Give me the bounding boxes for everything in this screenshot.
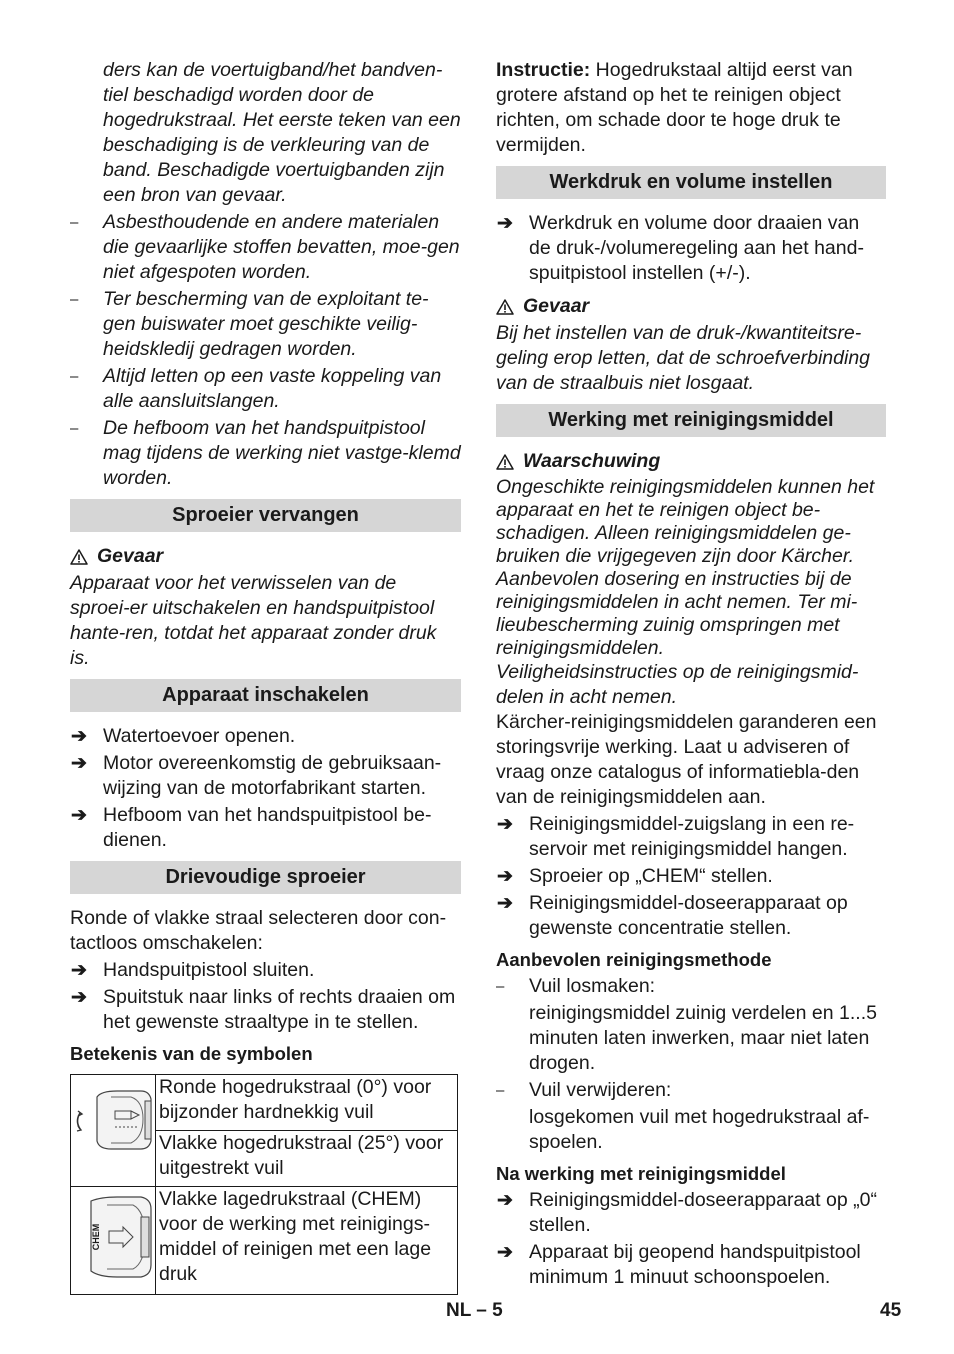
nozzle-rotate-icon bbox=[71, 1075, 156, 1187]
arrow-right-icon: ➔ bbox=[497, 866, 513, 887]
list-item: ➔ Motor overeenkomstig de gebruiksaan-wijzing van de motorfabrikant starten. bbox=[71, 752, 442, 799]
warning-title: Waarschuwing bbox=[496, 449, 886, 474]
list-item: ➔ Reinigingsmiddel-doseerapparaat op „0“ stellen. bbox=[497, 1189, 877, 1236]
list-item: – Asbesthoudende en andere materialen die gevaarlijke stoffen bevatten, moe-gen niet afgespoten worden. bbox=[70, 211, 460, 283]
arrow-right-icon: ➔ bbox=[71, 726, 87, 747]
symbols-heading: Betekenis van de symbolen bbox=[70, 1043, 313, 1064]
arrow-right-icon: ➔ bbox=[497, 1190, 513, 1211]
dash-marker: – bbox=[496, 1082, 505, 1099]
list-item: – Vuil verwijderen: bbox=[496, 1079, 672, 1101]
list-item: ➔ Watertoevoer openen. bbox=[71, 725, 296, 747]
symbol-description: Ronde hogedrukstraal (0°) voor bijzonder hardnekkig vuil bbox=[156, 1075, 458, 1131]
method-detail: reinigingsmiddel zuinig verdelen en 1...5 minuten laten inwerken, maar niet laten drogen. bbox=[529, 1002, 877, 1074]
body-paragraph: Kärcher-reinigingsmiddelen garanderen een storingsvrije werking. Laat u adviseren of vraag onze catalogus of informatiebla-den van de reinigingsmiddelen aan. bbox=[496, 711, 877, 808]
instruction-label: Instructie: bbox=[496, 59, 591, 81]
arrow-right-icon: ➔ bbox=[497, 1242, 513, 1263]
warning-triangle-icon bbox=[496, 299, 514, 315]
warning-text: Bij het instellen van de druk-/kwantiteitsre-geling erop letten, dat de schroefverbinding van de straalbuis niet losgaat. bbox=[496, 322, 871, 394]
left-column bbox=[70, 58, 461, 1295]
right-column bbox=[496, 58, 886, 1292]
after-heading: Na werking met reinigingsmiddel bbox=[496, 1163, 786, 1184]
arrow-right-icon: ➔ bbox=[71, 805, 87, 826]
list-item: ➔ Handspuitpistool sluiten. bbox=[71, 959, 315, 981]
dash-marker: – bbox=[70, 368, 79, 385]
section-heading-drievoudige-sproeier: Drievoudige sproeier bbox=[70, 861, 461, 894]
warning-title: Gevaar bbox=[496, 294, 886, 319]
warning-title: Gevaar bbox=[70, 544, 461, 569]
dash-marker: – bbox=[70, 420, 79, 437]
list-item: ➔ Reinigingsmiddel-doseerapparaat op gewenste concentratie stellen. bbox=[497, 892, 848, 939]
section-heading-sproeier-vervangen: Sproeier vervangen bbox=[70, 499, 461, 532]
symbol-description: Vlakke lagedrukstraal (CHEM) voor de werking met reinigings-middel of reinigen met een lage druk bbox=[156, 1187, 458, 1295]
warning-text: Ongeschikte reinigingsmiddelen kunnen het apparaat en het te reinigen object be-schadigen. Alleen reinigingsmiddelen ge-bruiken die vrijgegeven zijn door Kärcher. Aanbevolen dosering en instructies bij de reinigingsmiddelen in acht nemen. Ter mi-lieubescherming zuinig omspringen met reinigingsmiddelen. bbox=[496, 476, 875, 659]
arrow-right-icon: ➔ bbox=[71, 753, 87, 774]
list-item: – De hefboom van het handspuitpistool mag tijdens de werking niet vastge-klemd worden. bbox=[70, 417, 461, 489]
warning-text: Veiligheidsinstructies op de reinigingsmid-delen in acht nemen. bbox=[496, 661, 859, 708]
list-item: ➔ Spuitstuk naar links of rechts draaien om het gewenste straaltype in te stellen. bbox=[71, 986, 456, 1033]
nozzle-chem-icon bbox=[71, 1187, 156, 1295]
arrow-right-icon: ➔ bbox=[497, 213, 513, 234]
list-item: ➔ Sproeier op „CHEM“ stellen. bbox=[497, 865, 773, 887]
warning-triangle-icon bbox=[496, 454, 514, 470]
dash-marker: – bbox=[70, 214, 79, 231]
list-item: – Vuil losmaken: bbox=[496, 975, 656, 997]
list-item: – Altijd letten op een vaste koppeling van alle aansluitslangen. bbox=[70, 365, 442, 412]
symbols-table bbox=[70, 1074, 458, 1295]
arrow-right-icon: ➔ bbox=[497, 814, 513, 835]
section-heading-reinigingsmiddel: Werking met reinigingsmiddel bbox=[496, 404, 886, 437]
intro-paragraph: ders kan de voertuigband/het bandven-tiel beschadigd worden door de hogedrukstraal. Het eerste teken van een beschadiging is de verkleuring van de band. Beschadigde voertuigbanden zijn een bron van gevaar. bbox=[103, 59, 461, 206]
chem-label: CHEM bbox=[91, 1223, 101, 1251]
warning-text: Apparaat voor het verwisselen van de sproei-er uitschakelen en handspuitpistool hante-ren, totdat het apparaat zonder druk is. bbox=[70, 572, 437, 669]
arrow-right-icon: ➔ bbox=[71, 987, 87, 1008]
table-row bbox=[71, 1075, 458, 1131]
list-item: ➔ Werkdruk en volume door draaien van de druk-/volumeregeling aan het hand-spuitpistool instellen (+/-). bbox=[497, 212, 864, 284]
list-item: ➔ Hefboom van het handspuitpistool be-dienen. bbox=[71, 804, 432, 851]
footer-section-label: NL – 5 bbox=[446, 1300, 503, 1321]
instruction-paragraph: Instructie: Hogedrukstaal altijd eerst van grotere afstand op het te reinigen object richten, om schade door te hoge druk te vermijden. bbox=[496, 59, 853, 156]
dash-marker: – bbox=[496, 978, 505, 995]
list-item: – Ter bescherming van de exploitant te-gen buiswater moet geschikte veilig-heidskledij gedragen worden. bbox=[70, 288, 429, 360]
symbol-description: Vlakke hogedrukstraal (25°) voor uitgestrekt vuil bbox=[156, 1131, 458, 1187]
section-heading-werkdruk: Werkdruk en volume instellen bbox=[496, 166, 886, 199]
warning-triangle-icon bbox=[70, 549, 88, 565]
list-item: ➔ Apparaat bij geopend handspuitpistool minimum 1 minuut schoonspoelen. bbox=[497, 1241, 861, 1288]
page-number: 45 bbox=[880, 1300, 902, 1321]
arrow-right-icon: ➔ bbox=[71, 960, 87, 981]
section-heading-apparaat-inschakelen: Apparaat inschakelen bbox=[70, 679, 461, 712]
arrow-right-icon: ➔ bbox=[497, 893, 513, 914]
dash-marker: – bbox=[70, 291, 79, 308]
method-heading: Aanbevolen reinigingsmethode bbox=[496, 949, 772, 970]
method-detail: losgekomen vuil met hogedrukstraal af-spoelen. bbox=[529, 1106, 870, 1153]
list-item: ➔ Reinigingsmiddel-zuigslang in een re-servoir met reinigingsmiddel hangen. bbox=[497, 813, 855, 860]
section-intro: Ronde of vlakke straal selecteren door con-tactloos omschakelen: bbox=[70, 907, 447, 954]
table-row bbox=[71, 1187, 458, 1295]
